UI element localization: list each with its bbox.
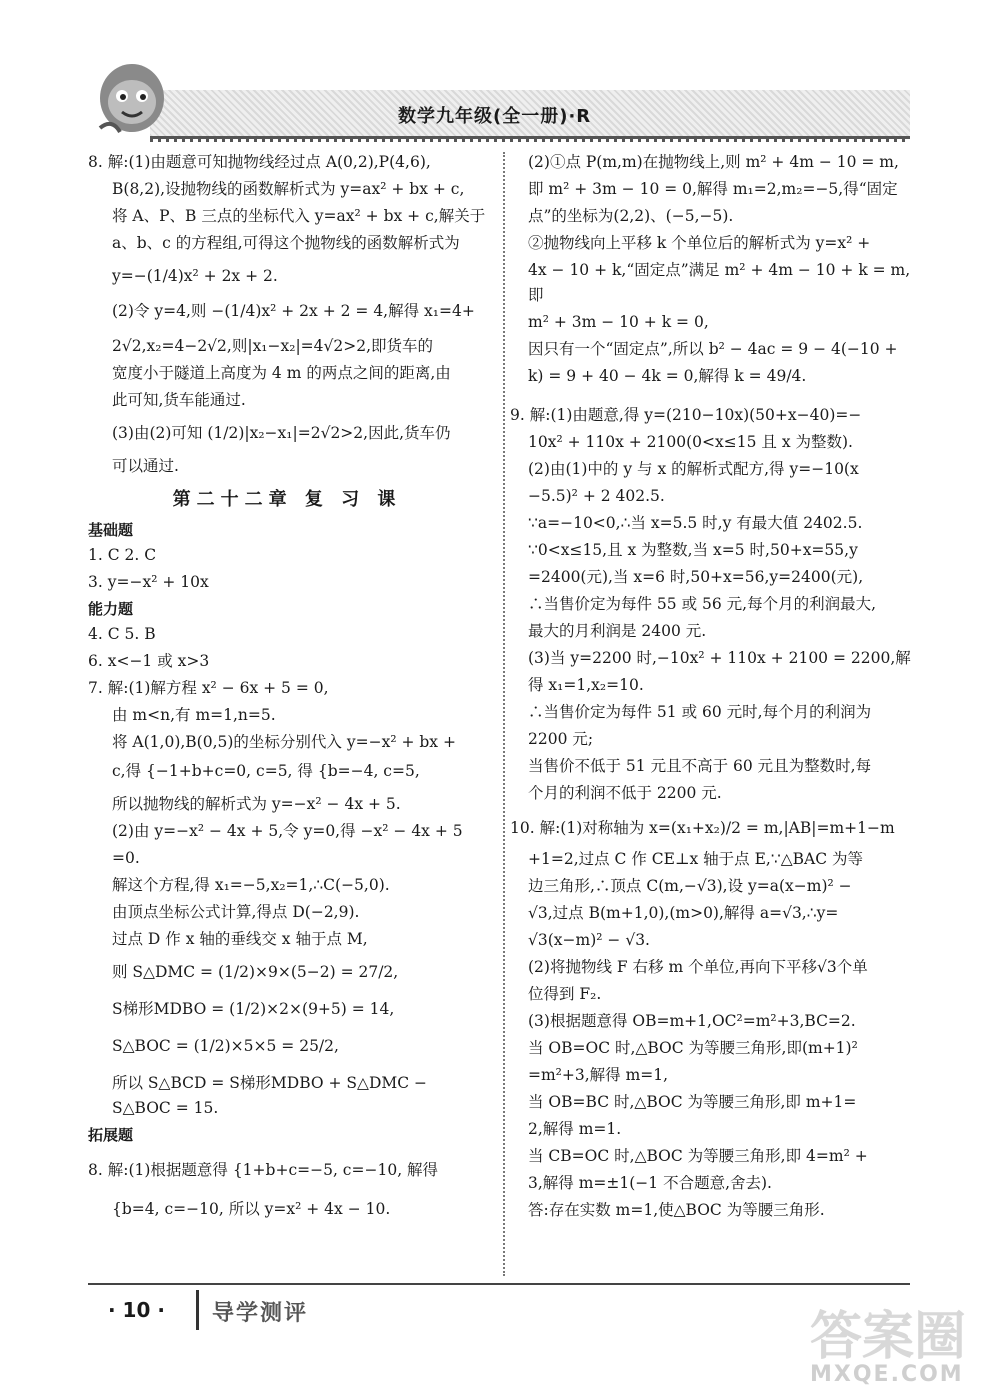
text-line: 最大的月利润是 2400 元. — [528, 622, 707, 640]
text-line: 2,解得 m=1. — [528, 1120, 622, 1138]
text-line: 即 m² + 3m − 10 = 0,解得 m₁=2,m₂=−5,得“固定 — [528, 180, 898, 198]
text-line: 当 OB=BC 时,△BOC 为等腰三角形,即 m+1= — [528, 1093, 857, 1111]
formula-line: y=−(1/4)x² + 2x + 2. — [112, 267, 278, 285]
formula-line: S△BOC = (1/2)×5×5 = 25/2, — [112, 1037, 339, 1055]
chapter-title: 第二十二章 复 习 课 — [172, 489, 402, 510]
text-line: (3)根据题意得 OB=m+1,OC²=m²+3,BC=2. — [528, 1012, 856, 1030]
answer-line: 1. C 2. C — [88, 546, 157, 564]
text-line: 2√2,x₂=4−2√2,则|x₁−x₂|=4√2>2,即货车的 — [112, 337, 434, 355]
answer-line: 6. x<−1 或 x>3 — [88, 652, 210, 670]
section-heading: 能力题 — [88, 600, 134, 618]
column-divider — [503, 152, 505, 1276]
text-line: ∴当售价定为每件 55 或 56 元,每个月的利润最大, — [528, 595, 877, 613]
text-line: 2200 元; — [528, 730, 594, 748]
answer-line: 8. 解:(1)根据题意得 {1+b+c=−5, c=−10, 解得 — [88, 1161, 439, 1179]
answer-line: (2)由 y=−x² − 4x + 5,令 y=0,得 −x² − 4x + 5 — [112, 822, 463, 840]
answer-line: 4. C 5. B — [88, 625, 156, 643]
header-dotted-rule — [150, 136, 910, 142]
watermark-logo-text: 答案圈 — [810, 1307, 967, 1367]
answer-line: {b=4, c=−10, 所以 y=x² + 4x − 10. — [112, 1200, 391, 1218]
answer-line: 所以 S△BCD = S梯形MDBO + S△DMC − S△BOC = 15. — [112, 1074, 428, 1117]
text-line: 点”的坐标为(2,2)、(−5,−5). — [528, 207, 734, 225]
answer-line: 由 m<n,有 m=1,n=5. — [112, 706, 276, 724]
text-line: 9. 解:(1)由题意,得 y=(210−10x)(50+x−40)=− — [510, 406, 862, 424]
text-line: √3,过点 B(m+1,0),(m>0),解得 a=√3,∴y= — [528, 904, 839, 922]
text-line: =m²+3,解得 m=1, — [528, 1066, 669, 1084]
text-line: ②抛物线向上平移 k 个单位后的解析式为 y=x² + — [528, 234, 871, 252]
text-line: 可以通过. — [112, 457, 179, 475]
answer-line: 将 A(1,0),B(0,5)的坐标分别代入 y=−x² + bx + — [112, 733, 456, 751]
mascot-icon — [92, 58, 170, 140]
answer-line: 由顶点坐标公式计算,得点 D(−2,9). — [112, 903, 360, 921]
text-line: 此可知,货车能通过. — [112, 391, 246, 409]
brand-label: 导学测评 — [212, 1301, 309, 1326]
text-line: 得 x₁=1,x₂=10. — [528, 676, 644, 694]
text-line: =2400(元),当 x=6 时,50+x=56,y=2400(元), — [528, 568, 864, 586]
formula-line: 则 S△DMC = (1/2)×9×(5−2) = 27/2, — [112, 963, 399, 981]
header-title: 数学九年级(全一册)·R — [398, 106, 592, 127]
answer-line: 7. 解:(1)解方程 x² − 6x + 5 = 0, — [88, 679, 329, 697]
text-line: 边三角形,∴顶点 C(m,−√3),设 y=a(x−m)² − — [528, 877, 852, 895]
section-heading: 拓展题 — [88, 1126, 134, 1144]
text-line: k) = 9 + 40 − 4k = 0,解得 k = 49/4. — [528, 367, 807, 385]
page-number: · 10 · — [108, 1298, 165, 1322]
answer-line: 过点 D 作 x 轴的垂线交 x 轴于点 M, — [112, 930, 368, 948]
text-line: a、b、c 的方程组,可得这个抛物线的函数解析式为 — [112, 234, 460, 252]
text-line: (2)令 y=4,则 −(1/4)x² + 2x + 2 = 4,解得 x₁=4+ — [112, 302, 475, 320]
text-line: +1=2,过点 C 作 CE⊥x 轴于点 E,∵△BAC 为等 — [528, 850, 864, 868]
text-line: ∵a=−10<0,∴当 x=5.5 时,y 有最大值 2402.5. — [528, 514, 863, 532]
formula-line: S梯形MDBO = (1/2)×2×(9+5) = 14, — [112, 1000, 395, 1018]
text-line: √3(x−m)² − √3. — [528, 931, 650, 949]
answer-line: 所以抛物线的解析式为 y=−x² − 4x + 5. — [112, 795, 401, 813]
text-line: 8. 解:(1)由题意可知抛物线经过点 A(0,2),P(4,6), — [88, 153, 431, 171]
text-line: (3)当 y=2200 时,−10x² + 110x + 2100 = 2200,解 — [528, 649, 911, 667]
text-line: 宽度小于隧道上高度为 4 m 的两点之间的距离,由 — [112, 364, 451, 382]
text-line: 个月的利润不低于 2200 元. — [528, 784, 722, 802]
text-line: 位得到 F₂. — [528, 985, 602, 1003]
text-line: 当售价不低于 51 元且不高于 60 元且为整数时,每 — [528, 757, 872, 775]
text-line: ∴当售价定为每件 51 或 60 元时,每个月的利润为 — [528, 703, 872, 721]
text-line: 因只有一个“固定点”,所以 b² − 4ac = 9 − 4(−10 + — [528, 340, 898, 358]
text-line: ∵0<x≤15,且 x 为整数,当 x=5 时,50+x=55,y — [528, 541, 858, 559]
text-line: 10. 解:(1)对称轴为 x=(x₁+x₂)/2 = m,|AB|=m+1−m — [510, 819, 895, 837]
answer-line: 3. y=−x² + 10x — [88, 573, 209, 591]
text-line: 当 CB=OC 时,△BOC 为等腰三角形,即 4=m² + — [528, 1147, 868, 1165]
page-header — [0, 0, 1000, 160]
footer-rule — [88, 1283, 910, 1285]
text-line: (2)①点 P(m,m)在抛物线上,则 m² + 4m − 10 = m, — [528, 153, 899, 171]
right-column — [510, 150, 912, 1225]
left-column — [88, 150, 486, 1224]
answer-line: 解这个方程,得 x₁=−5,x₂=1,∴C(−5,0). — [112, 876, 390, 894]
text-line: (2)将抛物线 F 右移 m 个单位,再向下平移√3个单 — [528, 958, 868, 976]
answer-line: c,得 {−1+b+c=0, c=5, 得 {b=−4, c=5, — [112, 762, 420, 780]
text-line: 3,解得 m=±1(−1 不合题意,舍去). — [528, 1174, 772, 1192]
answer-line: =0. — [112, 849, 140, 867]
text-line: (2)由(1)中的 y 与 x 的解析式配方,得 y=−10(x — [528, 460, 859, 478]
text-line: m² + 3m − 10 + k = 0, — [528, 313, 709, 331]
text-line: 当 OB=OC 时,△BOC 为等腰三角形,即(m+1)² — [528, 1039, 858, 1057]
text-line: 将 A、P、B 三点的坐标代入 y=ax² + bx + c,解关于 — [112, 207, 486, 225]
text-line: (3)由(2)可知 (1/2)|x₂−x₁|=2√2>2,因此,货车仍 — [112, 424, 451, 442]
footer-separator — [196, 1290, 199, 1330]
text-line: −5.5)² + 2 402.5. — [528, 487, 665, 505]
text-line: B(8,2),设抛物线的函数解析式为 y=ax² + bx + c, — [112, 180, 465, 198]
text-line: 10x² + 110x + 2100(0<x≤15 且 x 为整数). — [528, 433, 853, 451]
text-line: 答:存在实数 m=1,使△BOC 为等腰三角形. — [528, 1201, 825, 1219]
watermark-text: MXQE.COM — [810, 1362, 964, 1387]
text-line: 4x − 10 + k,“固定点”满足 m² + 4m − 10 + k = m,即 — [528, 261, 911, 304]
section-heading: 基础题 — [88, 521, 134, 539]
